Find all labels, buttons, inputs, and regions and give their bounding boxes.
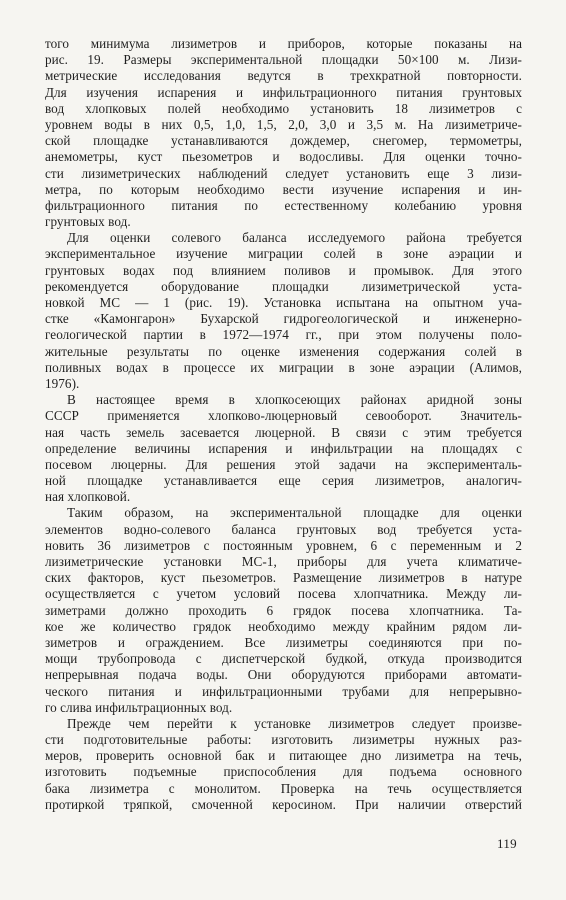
text-line: геологической партии в 1972—1974 гг., при этом получены поло- (45, 327, 522, 343)
text-line: новкой МС — 1 (рис. 19). Установка испытана на опытном уча- (45, 295, 522, 310)
text-line: поливных водах в процессе их миграции в зоне аэрации (Алимов, (45, 359, 522, 375)
text-line: грунтовых вод. (45, 214, 131, 230)
text-line: вод хлопковых полей необходимо установить 18 лизиметров с (45, 100, 522, 116)
text-line: уровнем воды в них 0,5, 1,0, 1,5, 2,0, 3,0 и 3,5 м. На лизиметриче- (45, 116, 522, 132)
text-line: 1976). (45, 375, 80, 391)
text-line: бака лизиметра с монолитом. Проверка на течь осуществляется (45, 780, 522, 796)
text-line: рис. 19. Размеры экспериментальной площадки 50×100 м. Лизи- (45, 52, 522, 68)
text-line: протиркой тряпкой, смоченной керосином. При наличии отверстий (45, 796, 522, 812)
text-line: Для оценки солевого баланса исследуемого района требуется (67, 230, 522, 246)
text-line: определение величины испарения и инфильтрации на площадях с (45, 440, 522, 456)
text-line: элементов водно-солевого баланса грунтовых вод требуется уста- (45, 521, 522, 537)
text-line: рекомендуется оборудование площадки лизиметрической уста- (45, 278, 522, 294)
text-line: непрерывная подача воды. Они оборудуются приборами автомати- (45, 667, 522, 683)
text-line: изготовить подъемные приспособления для подъема основного (45, 764, 522, 780)
text-line: стке «Камонгарон» Бухарской гидрогеологической и инженерно- (45, 311, 522, 327)
text-line: ной площадке устанавливается еще серия лизиметров, аналогич- (45, 473, 522, 489)
text-line: ческого питания и инфильтрационными трубами для непрерывно- (45, 683, 522, 699)
text-line: осуществляется с учетом условий посева хлопчатника. Между ли- (45, 586, 522, 602)
text-line: го слива инфильтрационных вод. (45, 699, 233, 715)
text-line: экспериментальное изучение миграции солей в зоне аэрации и (45, 246, 522, 262)
text-line: ских факторов, куст пьезометров. Размещение лизиметров в натуре (45, 570, 522, 586)
text-line: ная хлопковой. (45, 489, 131, 505)
text-line: жительные результаты по оценке изменения содержания солей в (45, 343, 522, 359)
text-line: кое же количество грядок необходимо между крайним рядом ли- (45, 618, 522, 634)
text-line: ской площадке устанавливаются дождемер, снегомер, термометры, (45, 133, 522, 149)
text-line: зиметров и ограждением. Все лизиметры соединяются при по- (45, 634, 522, 650)
text-line: грунтовых водах под влиянием поливов и промывок. Для этого (45, 262, 522, 278)
text-line: лизиметрические установки МС-1, приборы для учета климатиче- (45, 554, 522, 569)
text-line: СССР применяется хлопково-люцерновый севооборот. Значитель- (45, 408, 522, 424)
body-text (45, 36, 522, 813)
text-line: метрические исследования ведутся в трехкратной повторности. (45, 68, 522, 84)
text-line: сти подготовительные работы: изготовить лизиметры нужных раз- (45, 732, 522, 748)
text-line: Для изучения испарения и инфильтрационного питания грунтовых (45, 84, 522, 100)
page-number: 119 (497, 836, 517, 851)
text-line: Таким образом, на экспериментальной площадке для оценки (67, 505, 522, 521)
text-line: В настоящее время в хлопкосеющих районах аридной зоны (67, 392, 522, 408)
text-line: анемометры, куст пьезометров и водосливы. Для оценки точно- (45, 149, 522, 165)
text-line: метра, по которым необходимо вести изучение испарения и ин- (45, 181, 522, 197)
text-line: Прежде чем перейти к установке лизиметров следует произве- (67, 715, 522, 731)
text-line: фильтрационного питания по естественному колебанию уровня (45, 197, 522, 213)
text-line: того минимума лизиметров и приборов, которые показаны на (45, 36, 522, 51)
text-line: сти лизиметрических наблюдений следует установить еще 3 лизи- (45, 165, 522, 181)
text-line: мощи трубопровода с диспетчерской будкой, откуда производится (45, 651, 522, 667)
text-line: посевом люцерны. Для решения этой задачи на эксперименталь- (45, 456, 522, 472)
text-line: меров, проверить основной бак и питающее дно лизиметра на течь, (45, 748, 522, 764)
text-line: новить 36 лизиметров с постоянным уровнем, 6 с переменным и 2 (45, 537, 522, 553)
text-line: зиметрами должно проходить 6 грядок посева хлопчатника. Та- (45, 602, 522, 618)
text-line: ная часть земель засевается люцерной. В связи с этим требуется (45, 424, 522, 440)
